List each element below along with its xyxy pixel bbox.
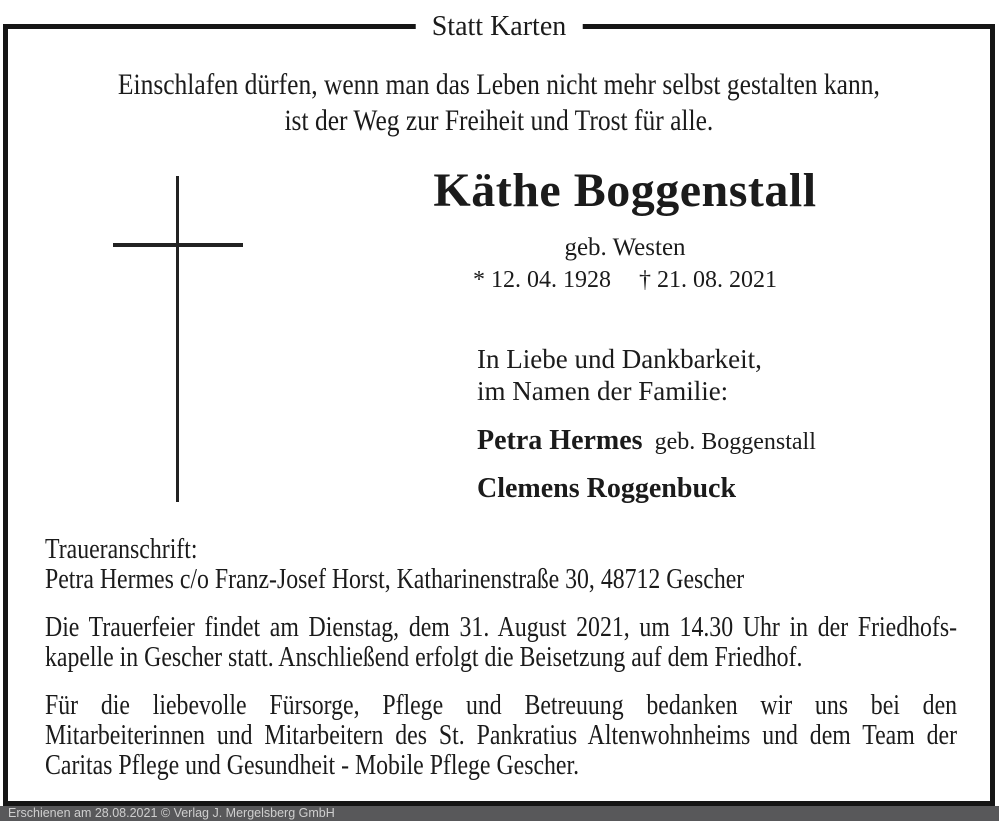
mourner-name: Petra Hermes: [477, 425, 643, 456]
maiden-name: geb. Westen: [564, 234, 686, 261]
mourner-name: Clemens Roggenbuck: [477, 473, 737, 504]
family-block: [477, 343, 957, 505]
publisher-footer-text: Erschienen am 28.08.2021 © Verlag J. Mergelsberg GmbH: [8, 806, 335, 820]
text-line: ist der Weg zur Freiheit und Trost für alle.: [284, 104, 714, 137]
life-dates: [388, 266, 862, 294]
epigraph-quote: [8, 67, 990, 139]
statt-karten-label: Statt Karten: [416, 9, 583, 45]
mourning-address-block: [45, 535, 957, 595]
family-intro: [477, 343, 957, 407]
mourner-suffix: geb. Boggenstall: [654, 429, 816, 455]
memorial-block: [388, 164, 862, 294]
funeral-info-paragraph: [45, 613, 957, 673]
death-date: † 21. 08. 2021: [639, 267, 777, 293]
cross-vertical-bar: [176, 176, 179, 502]
deceased-name: Käthe Boggenstall: [433, 164, 817, 217]
mourner-row: [477, 424, 957, 457]
text-line: kapelle in Gescher statt. Anschließend erfolgt die Beisetzung auf dem Friedhof.: [45, 642, 803, 673]
mourner-row: [477, 472, 957, 505]
publisher-footer-bar: [0, 806, 999, 821]
lower-text-section: [45, 535, 957, 781]
text-line: Für die liebevolle Fürsorge, Pflege und Betreuung bedanken wir uns bei den: [45, 690, 958, 721]
address-line: Petra Hermes c/o Franz-Josef Horst, Katharinenstraße 30, 48712 Gescher: [45, 564, 745, 595]
cross-horizontal-bar: [113, 243, 243, 247]
text-line: Caritas Pflege und Gesundheit - Mobile Pflege Gescher.: [45, 750, 580, 781]
text-line: Einschlafen dürfen, wenn man das Leben nicht mehr selbst gestalten kann,: [117, 68, 880, 101]
thanks-paragraph: [45, 691, 957, 781]
birth-date: * 12. 04. 1928: [473, 267, 611, 293]
text-line: Mitarbeiterinnen und Mitarbeitern des St. Pankratius Altenwohnheims und dem Team der: [45, 720, 958, 751]
address-label: Traueranschrift:: [45, 534, 198, 565]
obituary-notice-frame: [3, 11, 995, 806]
text-line: im Namen der Familie:: [477, 376, 729, 406]
text-line: In Liebe und Dankbarkeit,: [477, 344, 762, 374]
text-line: Die Trauerfeier findet am Dienstag, dem 31. August 2021, um 14.30 Uhr in der Friedhofs-: [45, 612, 958, 643]
